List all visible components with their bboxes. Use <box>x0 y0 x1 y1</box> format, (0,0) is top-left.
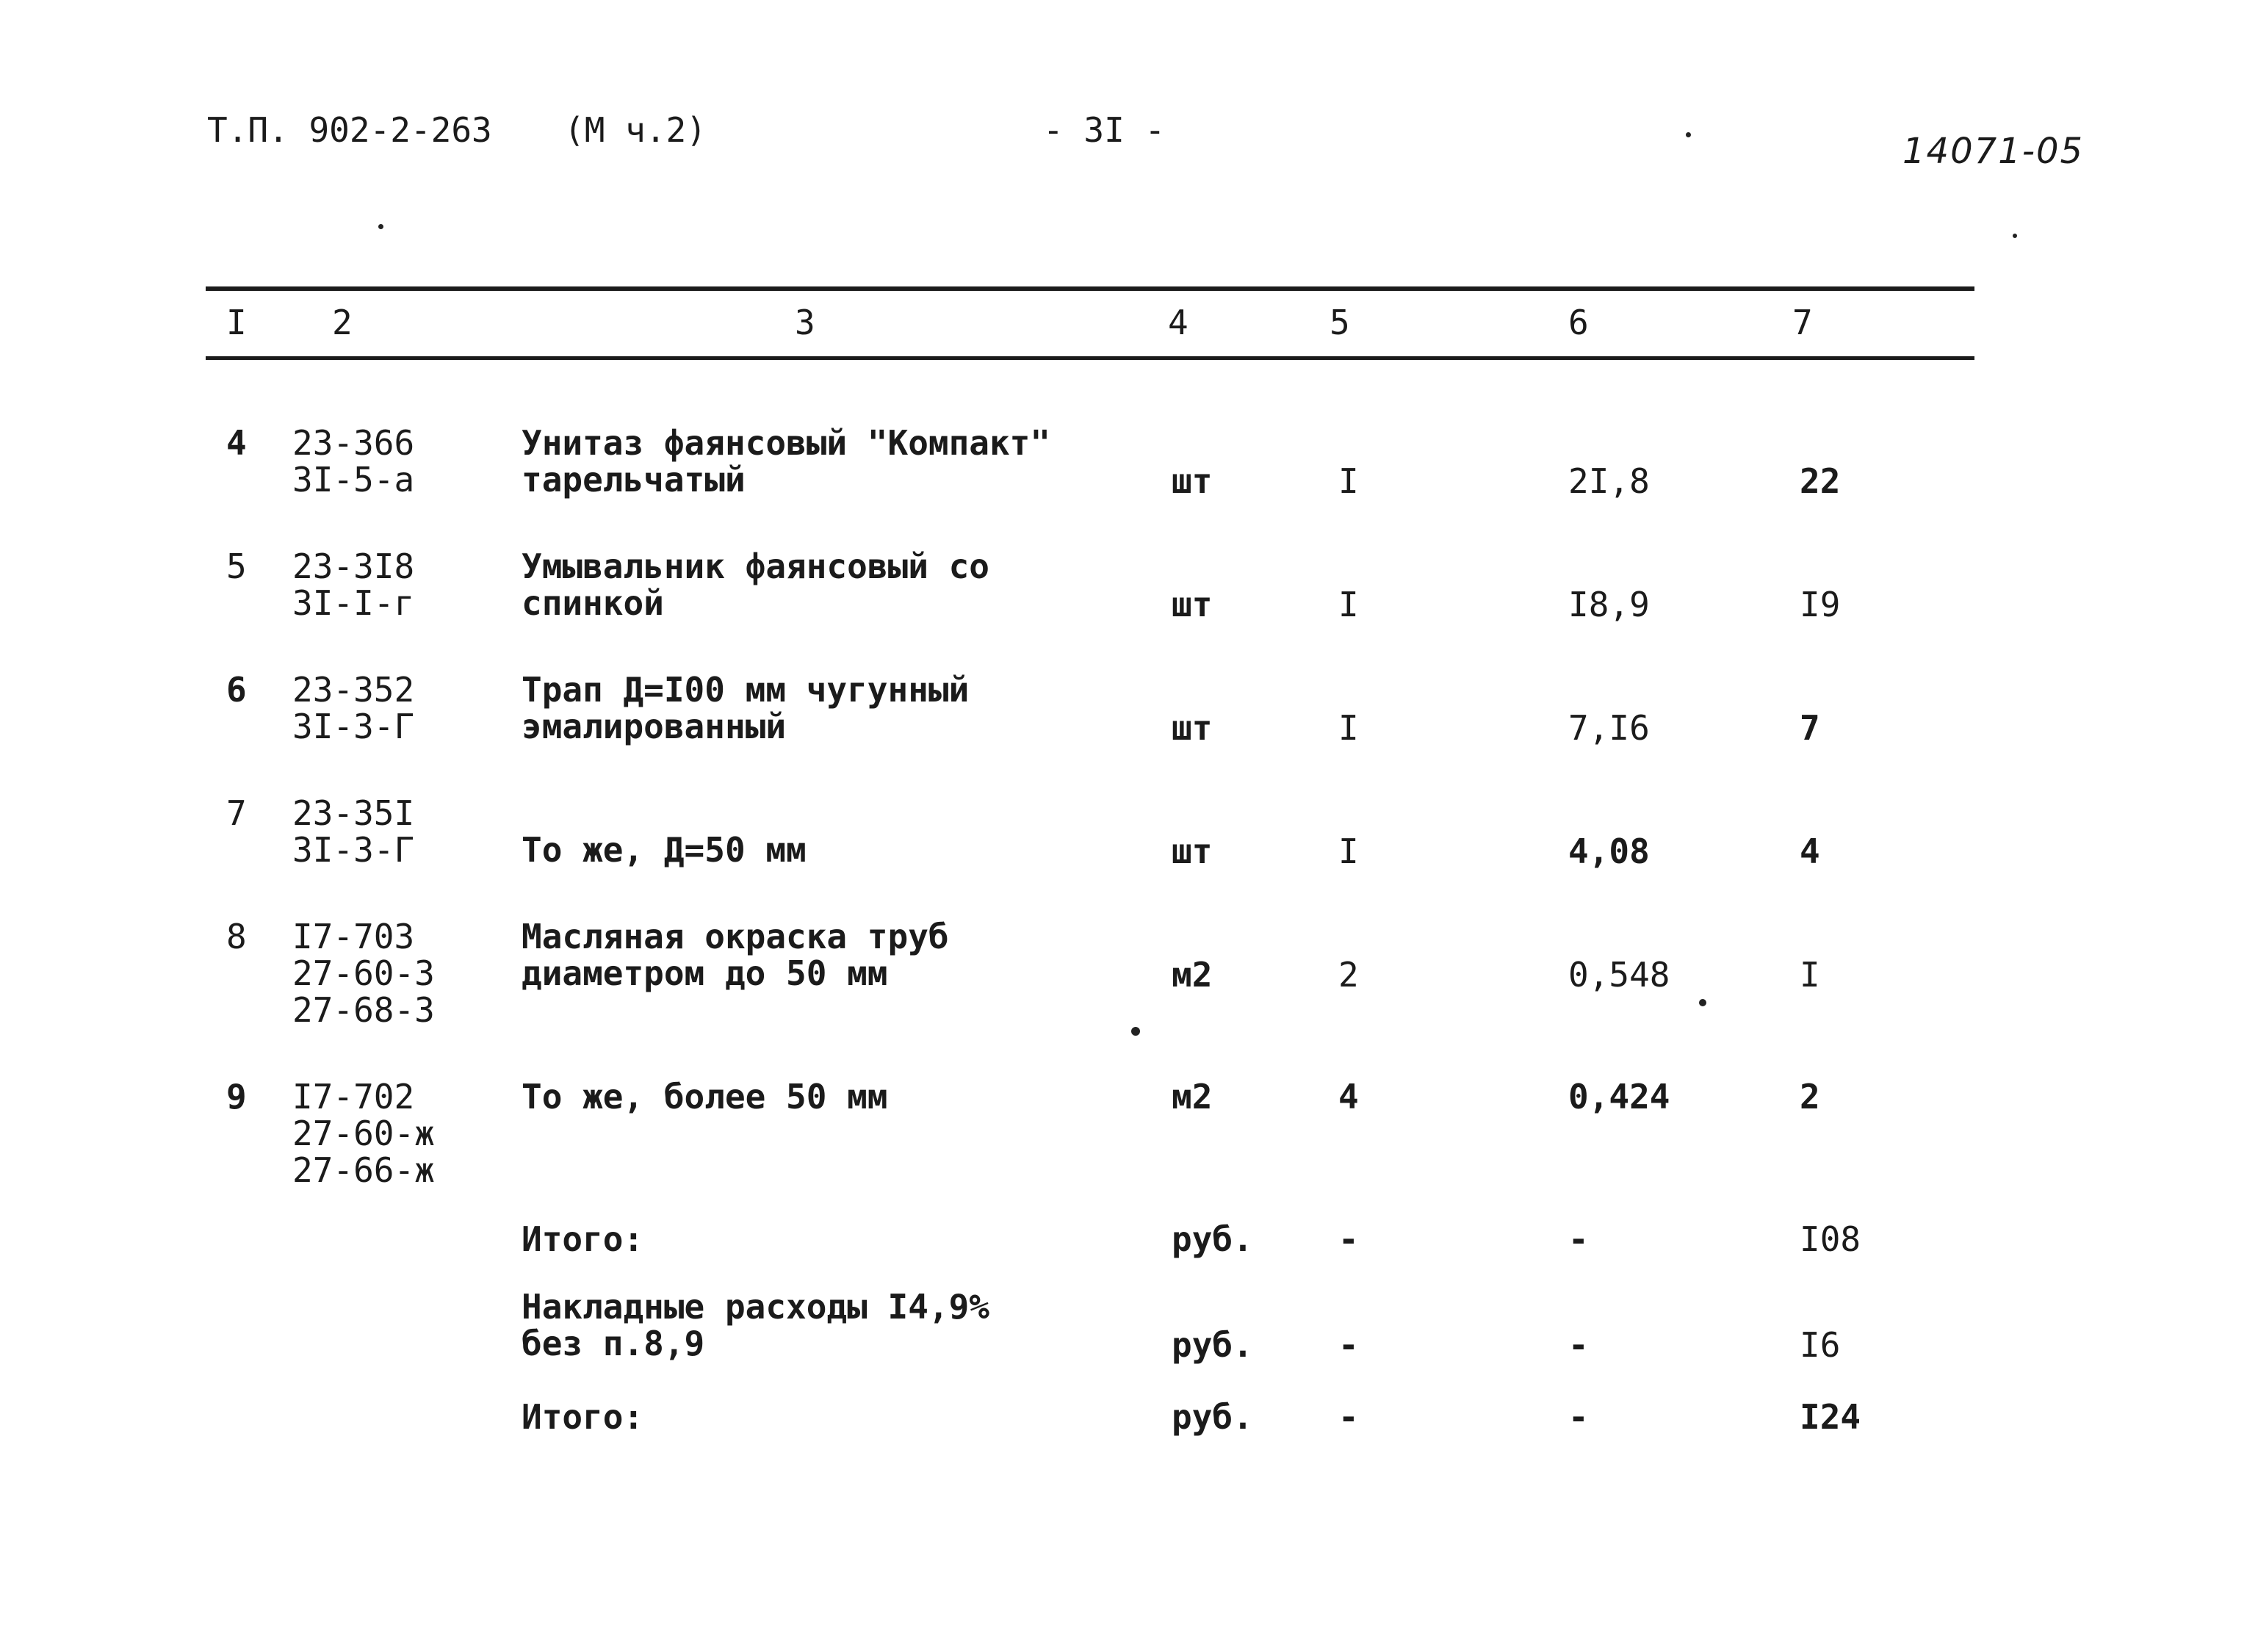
row-quantity: 2 <box>1338 955 1359 995</box>
row-code: I7-703 27-60-3 27-68-3 <box>292 917 435 1030</box>
scan-speck <box>2013 234 2017 238</box>
summary-unit: руб. <box>1172 1219 1253 1259</box>
row-total: 7 <box>1800 708 1820 748</box>
row-unit: шт <box>1172 585 1213 624</box>
row-unit-price: 7,I6 <box>1568 708 1650 748</box>
overhead-unit: руб. <box>1172 1325 1253 1365</box>
summary-price: - <box>1568 1219 1589 1259</box>
overhead-label: Накладные расходы I4,9% без п.8,9 <box>522 1287 989 1363</box>
summary-total: I08 <box>1800 1219 1861 1259</box>
row-name: Масляная окраска труб диаметром до 50 мм <box>522 917 949 993</box>
row-total: 4 <box>1800 832 1820 871</box>
grand-total-unit: руб. <box>1172 1397 1253 1437</box>
row-code: I7-702 27-60-ж 27-66-ж <box>292 1077 435 1190</box>
row-unit: шт <box>1172 708 1213 748</box>
row-unit-price: 0,548 <box>1568 955 1670 995</box>
grand-total-price: - <box>1568 1397 1589 1437</box>
row-number: 6 <box>226 670 247 710</box>
row-total: 22 <box>1800 461 1841 501</box>
grand-total-quantity: - <box>1338 1397 1359 1437</box>
row-total: I <box>1800 955 1820 995</box>
row-code: 23-352 3I-3-Г <box>292 670 415 746</box>
archive-stamp: 14071-05 <box>1902 131 2085 172</box>
row-unit: шт <box>1172 461 1213 501</box>
row-quantity: I <box>1338 461 1359 501</box>
overhead-quantity: - <box>1338 1325 1359 1365</box>
overhead-total: I6 <box>1800 1325 1841 1365</box>
column-header-7: 7 <box>1792 303 1813 342</box>
grand-total-value: I24 <box>1800 1397 1861 1437</box>
row-code: 23-35I 3I-3-Г <box>292 793 415 870</box>
row-unit: шт <box>1172 832 1213 871</box>
row-name: То же, Д=50 мм <box>522 830 807 870</box>
table-top-rule <box>206 286 1974 291</box>
row-number: 8 <box>226 917 247 956</box>
row-name: Унитаз фаянсовый "Компакт" тарельчатый <box>522 423 1051 499</box>
row-unit-price: 0,424 <box>1568 1077 1670 1117</box>
row-total: I9 <box>1800 585 1841 624</box>
row-unit-price: I8,9 <box>1568 585 1650 624</box>
row-unit: м2 <box>1172 1077 1213 1117</box>
column-header-2: 2 <box>332 303 353 342</box>
document-part: (М ч.2) <box>564 110 707 150</box>
page-number: - 3I - <box>1043 110 1166 150</box>
grand-total-label: Итого: <box>522 1397 644 1437</box>
column-header-3: 3 <box>795 303 815 342</box>
column-header-1: I <box>226 303 247 342</box>
row-name: Умывальник фаянсовый со спинкой <box>522 547 989 623</box>
row-quantity: I <box>1338 585 1359 624</box>
row-quantity: 4 <box>1338 1077 1359 1117</box>
row-code: 23-3I8 3I-I-г <box>292 547 415 623</box>
row-number: 9 <box>226 1077 247 1117</box>
row-number: 4 <box>226 423 247 463</box>
row-number: 5 <box>226 547 247 586</box>
column-header-4: 4 <box>1168 303 1188 342</box>
row-unit: м2 <box>1172 955 1213 995</box>
row-unit-price: 2I,8 <box>1568 461 1650 501</box>
scan-speck <box>1131 1027 1140 1036</box>
row-name: Трап Д=I00 мм чугунный эмалированный <box>522 670 970 746</box>
table-header-rule <box>206 356 1974 360</box>
scan-speck <box>378 224 383 229</box>
document-reference: Т.П. 902-2-263 <box>207 110 492 150</box>
row-code: 23-366 3I-5-а <box>292 423 415 499</box>
summary-quantity: - <box>1338 1219 1359 1259</box>
scan-speck <box>1699 999 1706 1006</box>
row-quantity: I <box>1338 708 1359 748</box>
summary-label: Итого: <box>522 1219 644 1259</box>
row-quantity: I <box>1338 832 1359 871</box>
row-name: То же, более 50 мм <box>522 1077 888 1117</box>
column-header-5: 5 <box>1330 303 1350 342</box>
overhead-price: - <box>1568 1325 1589 1365</box>
row-total: 2 <box>1800 1077 1820 1117</box>
scan-speck <box>1686 132 1691 137</box>
column-header-6: 6 <box>1568 303 1589 342</box>
row-number: 7 <box>226 793 247 833</box>
row-unit-price: 4,08 <box>1568 832 1650 871</box>
